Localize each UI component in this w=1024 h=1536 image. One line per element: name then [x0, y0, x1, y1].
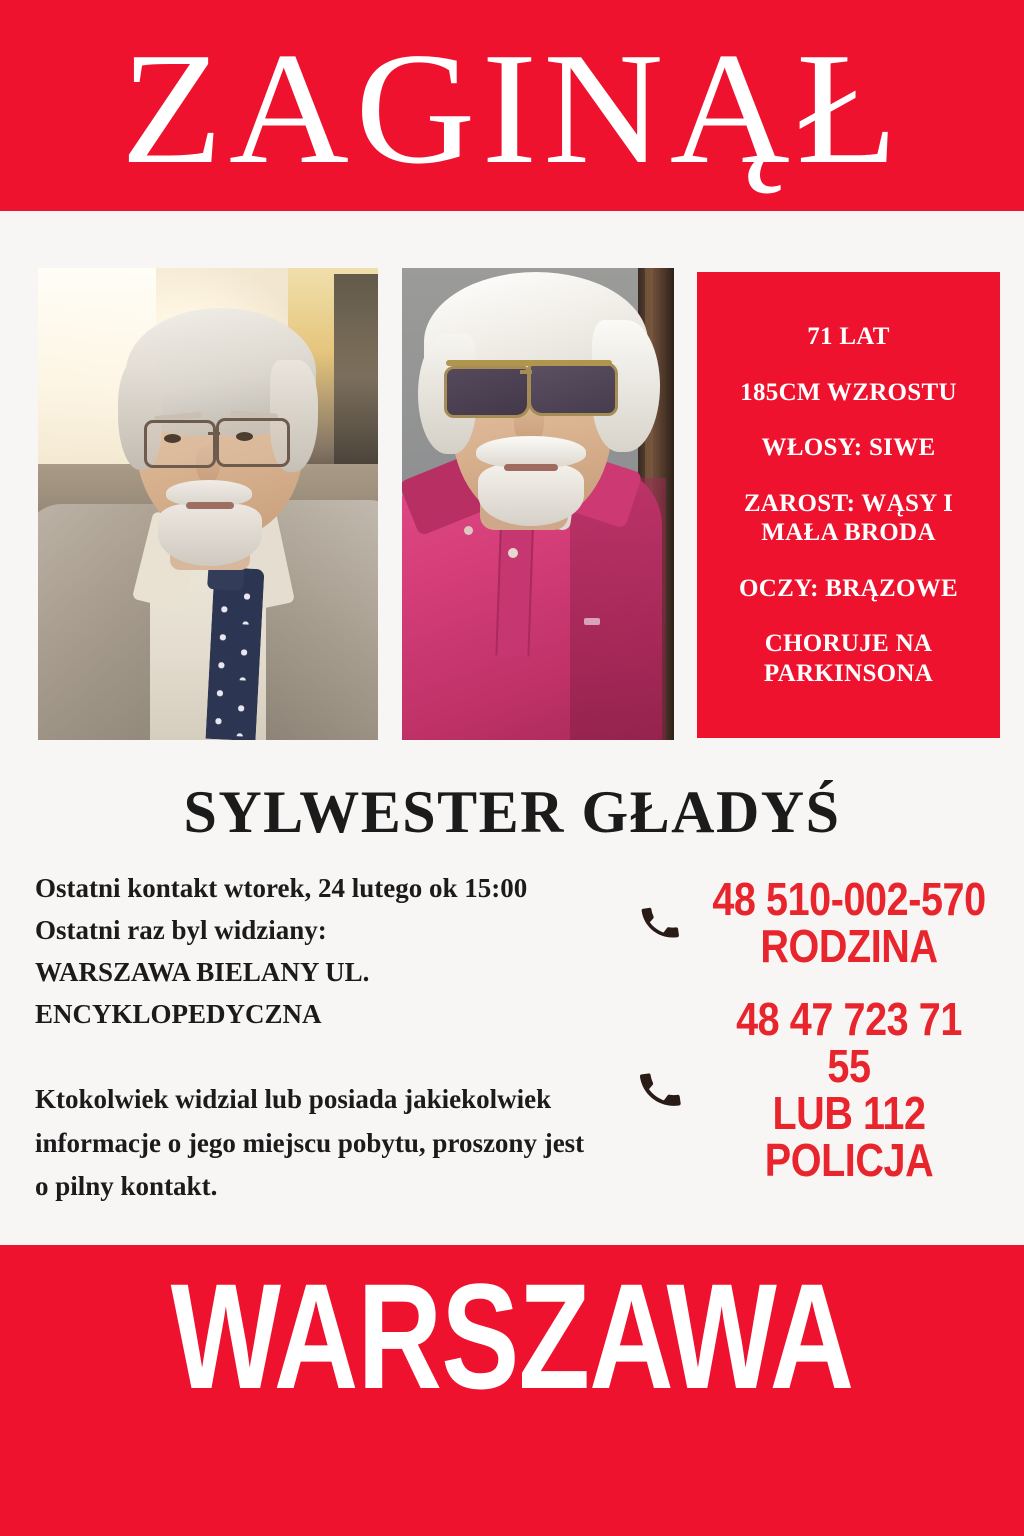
contact-police-number[interactable]: 48 47 723 71 55 — [736, 992, 962, 1092]
beard — [158, 504, 262, 566]
detail-condition: CHORUJE NA PARKINSONA — [763, 630, 934, 687]
detail-age: 71 LAT — [807, 323, 890, 350]
mouth — [186, 502, 234, 509]
last-seen-location-line2: ENCYKLOPEDYCZNA — [35, 998, 322, 1029]
polka-dot-tie — [206, 567, 265, 740]
sunglasses-lens-right — [528, 362, 618, 416]
contact-police-label: POLICJA — [764, 1133, 934, 1186]
phone-icon — [636, 901, 684, 945]
contact-family-text — [690, 873, 1008, 972]
appeal-line3: o pilny kontakt. — [35, 1171, 218, 1202]
appeal-text — [35, 1078, 645, 1209]
polo-logo — [584, 618, 600, 625]
photo-backdrop-dark — [334, 274, 378, 479]
eyeglasses-lens-right — [216, 418, 290, 467]
last-seen-info — [35, 868, 635, 1035]
contact-family-number[interactable]: 48 510-002-570 — [712, 873, 986, 925]
contact-police-alt-number[interactable]: LUB 112 — [772, 1086, 926, 1139]
last-seen-label: Ostatni raz byl widziany: — [35, 914, 327, 945]
contact-family[interactable] — [636, 873, 1008, 972]
last-seen-location-line1: WARSZAWA BIELANY UL. — [35, 956, 370, 987]
detail-height: 185CM WZROSTU — [740, 378, 957, 406]
beard — [478, 464, 584, 526]
polo-button-upper — [464, 526, 473, 535]
photo-primary — [38, 268, 378, 740]
sunglasses-bridge — [520, 370, 532, 374]
sunglasses-top-bar — [446, 360, 612, 366]
appeal-line1: Ktokolwiek widzial lub posiada jakiekolwiek — [35, 1084, 552, 1114]
detail-eyes: OCZY: BRĄZOWE — [739, 574, 958, 602]
contact-family-label: RODZINA — [760, 919, 938, 972]
eye-right — [236, 432, 253, 441]
contact-police[interactable] — [636, 992, 1008, 1186]
photo-secondary — [402, 268, 674, 740]
page-title: ZAGINĄŁ — [120, 18, 904, 197]
sunglasses-lens-left — [444, 366, 530, 418]
city-name: WARSZAWA — [170, 1252, 854, 1420]
contact-police-text — [690, 992, 1008, 1186]
detail-facial-hair: ZAROST: WĄSY I MAŁA BRODA — [743, 489, 954, 546]
polo-button-lower — [508, 548, 518, 558]
contact-list — [636, 873, 1008, 1209]
person-name: SYLWESTER GŁADYŚ — [183, 779, 841, 845]
header-banner — [0, 0, 1024, 211]
eye-left — [164, 434, 181, 443]
footer-banner — [0, 1245, 1024, 1536]
phone-icon — [636, 1064, 684, 1116]
mouth — [504, 464, 558, 471]
eyeglasses-bridge — [208, 432, 220, 435]
eyeglasses-lens-left — [144, 420, 216, 468]
detail-hair: WŁOSY: SIWE — [761, 434, 936, 461]
last-contact-line: Ostatni kontakt wtorek, 24 lutego ok 15:00 — [35, 873, 528, 903]
appeal-line2: informacje o jego miejscu pobytu, proszony jest — [35, 1127, 585, 1158]
physical-description-panel — [697, 272, 1000, 738]
